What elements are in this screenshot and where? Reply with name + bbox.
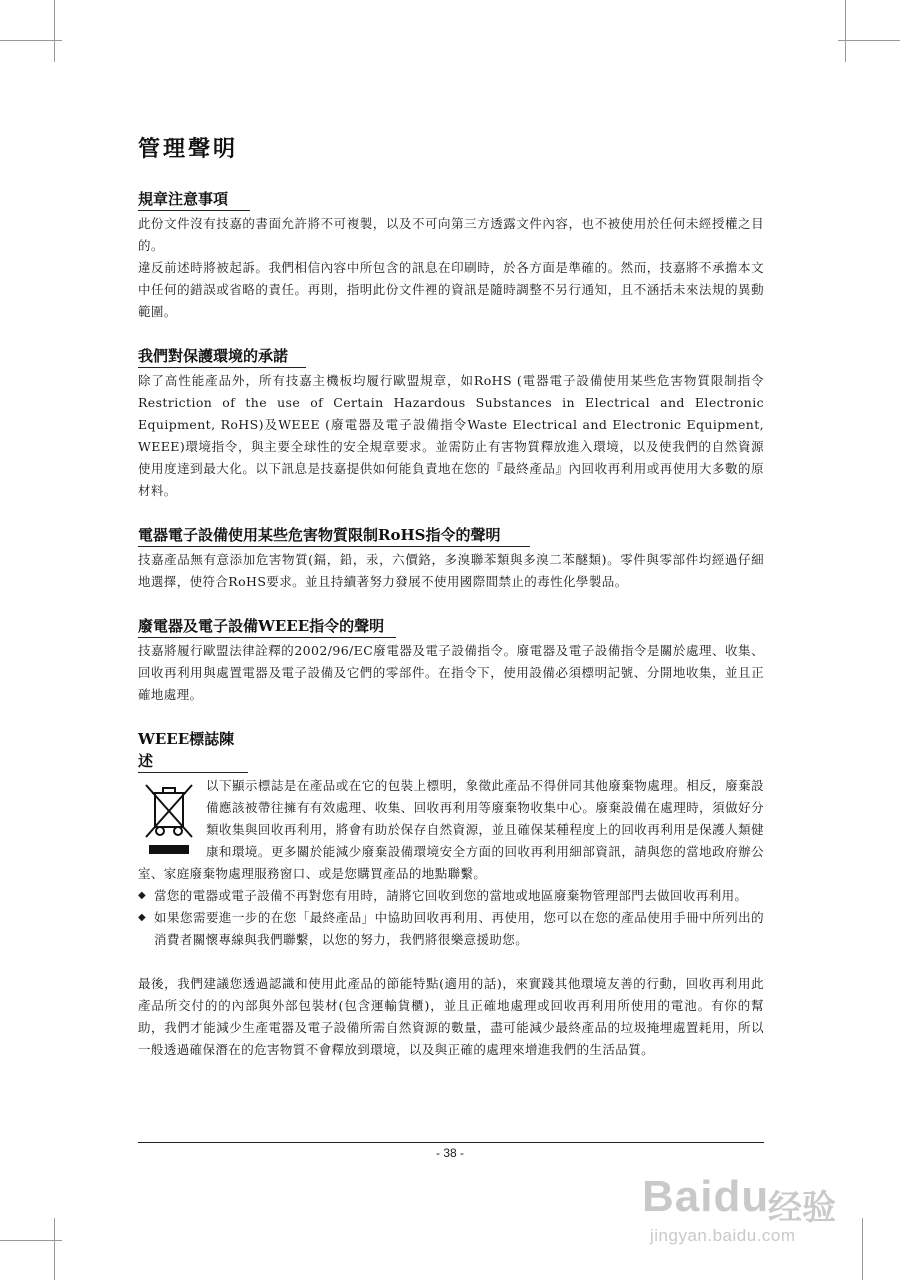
page-number: - 38 - <box>435 1146 464 1160</box>
section-heading: 電器電子設備使用某些危害物質限制RoHS指令的聲明 <box>138 524 530 547</box>
list-item-text: 如果您需要進一步的在您「最終產品」中協助回收再利用、再使用，您可以在您的產品使用手冊中所列出的消費者關懷專線與我們聯繫，以您的努力，我們將很樂意援助您。 <box>154 910 764 947</box>
paragraph: 技嘉產品無有意添加危害物質(鎘，鉛，汞，六價鉻，多溴聯苯類與多溴二苯醚類)。零件與零部件均經過仔細地選擇，使符合RoHS要求。並且持續著努力發展不使用國際間禁止的毒性化學製品。 <box>138 552 764 589</box>
document-body <box>138 134 764 1061</box>
diamond-bullet-icon: ◆ <box>138 912 147 923</box>
crop-mark <box>54 1218 55 1280</box>
watermark-brand <box>642 1172 769 1222</box>
section-weee-directive <box>138 615 764 706</box>
section-heading: WEEE標誌陳述 <box>138 728 248 773</box>
list-item <box>138 907 764 951</box>
watermark-brand-prefix: Bai <box>642 1172 714 1221</box>
crossed-out-wheelie-bin-icon <box>138 779 200 857</box>
paragraph: 技嘉將履行歐盟法律詮釋的2002/96/EC廢電器及電子設備指令。廢電器及電子設備指令是關於處理、收集、回收再利用與處置電器及電子設備及它們的零部件。在指令下，使用設備必須標明記號、分開地收集，並且正確地處理。 <box>138 643 764 702</box>
baidu-watermark <box>642 1150 878 1250</box>
page-title: 管理聲明 <box>138 136 239 162</box>
paragraph: 違反前述時將被起訴。我們相信內容中所包含的訊息在印刷時，於各方面是準確的。然而，技嘉將不承擔本文中任何的錯誤或省略的責任。再則，指明此份文件裡的資訊是隨時調整不另行通知，且不涵括未來法規的異動範圍。 <box>138 260 764 319</box>
section-heading: 廢電器及電子設備WEEE指令的聲明 <box>138 615 396 638</box>
paragraph: 除了高性能產品外，所有技嘉主機板均履行歐盟規章，如RoHS (電器電子設備使用某些危害物質限制指令 Restriction of the use of Certain Hazardous Substances in Electrical and Electronic Equipment, RoHS)及WEEE (廢電器及電子設備指令Waste Electrical and Electronic Equipment, WEEE)環境指令，與主要全球性的安全規章要求。並需防止有害物質釋放進入環境，以及使我們的自然資源使用度達到最大化。以下訊息是技嘉提供如何能負責地在您的『最終產品』內回收再利用或再使用大多數的原材料。 <box>138 373 764 498</box>
weee-intro-text: 以下顯示標誌是在產品或在它的包裝上標明，象徵此產品不得併同其他廢棄物處理。相反，廢棄設備應該被帶往擁有有效處理、收集、回收再利用等廢棄物收集中心。廢棄設備在處理時，須做好分類收集與回收再利用，將會有助於保存自然資源，並且確保某種程度上的回收再利用是保護人類健康和環境。更多關於能減少廢棄設備環境安全方面的回收再利用細部資訊，請與您的當地政府辦公室、家庭廢棄物處理服務窗口、或是您購買產品的地點聯繫。 <box>138 778 764 881</box>
crop-mark <box>838 40 900 41</box>
section-heading: 規章注意事項 <box>138 188 250 211</box>
list-item-text: 當您的電器或電子設備不再對您有用時，請將它回收到您的當地或地區廢棄物管理部門去做回收再利用。 <box>154 888 748 903</box>
watermark-brand-suffix: du <box>713 1172 770 1221</box>
list-item <box>138 885 764 907</box>
paragraph: 此份文件沒有技嘉的書面允許將不可複製，以及不可向第三方透露文件內容，也不被使用於任何未經授權之目的。 <box>138 216 764 253</box>
section-regulatory-notice <box>138 188 764 323</box>
diamond-bullet-icon: ◆ <box>138 890 147 901</box>
crop-mark <box>0 1240 62 1241</box>
watermark-url: jingyan.baidu.com <box>650 1226 796 1245</box>
crop-mark <box>845 0 846 62</box>
weee-bullet-list <box>138 885 764 951</box>
closing-paragraph: 最後，我們建議您透過認識和使用此產品的節能特點(適用的話)，來實踐其他環境友善的行動，回收再利用此產品所交付的的內部與外部包裝材(包含運輸貨櫃)，並且正確地處理或回收再利用所使用的電池。有你的幫助，我們才能減少生產電器及電子設備所需自然資源的數量，盡可能減少最終產品的垃圾掩埋處置耗用，所以一般透過確保潛在的危害物質不會釋放到環境，以及與正確的處理來增進我們的生活品質。 <box>138 976 764 1057</box>
watermark-brand-cn: 经验 <box>768 1189 836 1227</box>
footer-rule <box>138 1142 764 1143</box>
section-heading: 我們對保護環境的承諾 <box>138 345 306 368</box>
section-rohs-statement <box>138 524 764 593</box>
section-weee-symbol <box>138 728 764 951</box>
crop-mark <box>54 0 55 62</box>
section-environment-commitment <box>138 345 764 502</box>
crop-mark <box>0 40 62 41</box>
